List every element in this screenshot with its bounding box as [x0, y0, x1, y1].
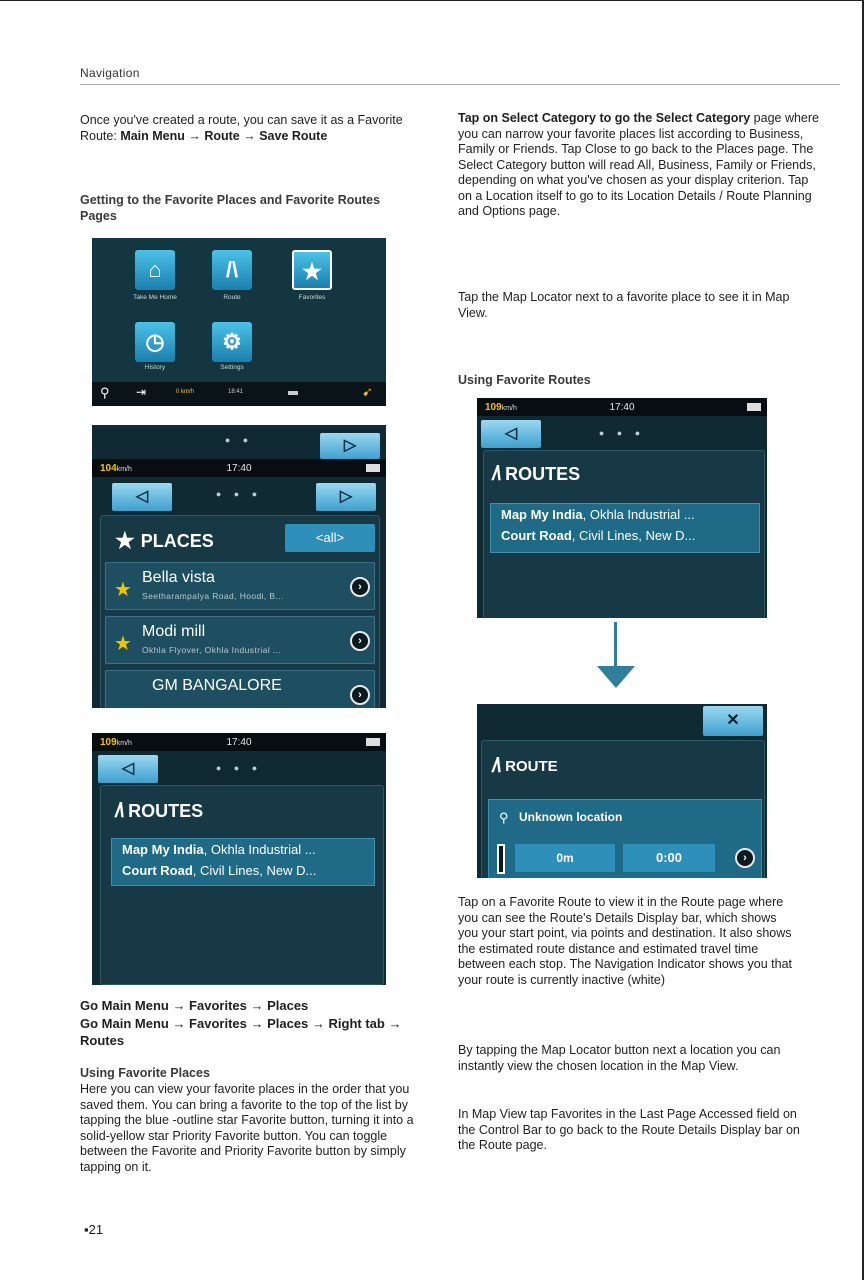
home-icon[interactable]: ⌂ [135, 250, 175, 290]
select-category-lead: Tap on Select Category to go the Select Category [458, 111, 751, 125]
place-name: Modi mill [142, 623, 206, 640]
route-title: /\ ROUTE [492, 755, 558, 777]
page-dots: ● ● ● [598, 428, 646, 438]
routes-tabbar [92, 751, 386, 781]
place-row[interactable] [105, 562, 375, 610]
routes-speed: 109km/h [485, 401, 517, 413]
getting-heading: Getting to the Favorite Places and Favorite Routes Pages [80, 193, 381, 223]
routes-title: /\ ROUTES [115, 800, 204, 822]
down-arrow-icon [595, 622, 637, 690]
page-number: ▪21 [84, 1222, 104, 1237]
road-icon: /\ [492, 755, 500, 777]
route-tap-paragraph: Tap on a Favorite Route to view it in the Route page where you can see the Route's Details Display bar, which shows you your start point, via points and destination. It also shows the estimated route distance and estimated travel time between each stop. The Navigation Indicator shows you that your route is currently inactive (white) [458, 895, 793, 987]
search-icon[interactable]: ⚲ [100, 385, 110, 400]
places-time: 17:40 [226, 462, 252, 474]
location-pin-icon: ⚲ [499, 810, 509, 825]
using-places-body: Here you can view your favorite places in the order that you saved them. You can bring a favorite to the top of the list by tapping the blue -outline star Favorite button, turning it into a solid-yellow star Priority Favorite button. You can toggle between the Favorite and Priority Favorite button by simply tapping on it. [80, 1082, 414, 1174]
gear-icon[interactable]: ⚙ [212, 322, 252, 362]
control-bar [92, 382, 386, 406]
places-tabbar [92, 477, 386, 507]
road-icon[interactable]: /\ [212, 250, 252, 290]
route-details-bar [488, 799, 762, 878]
routes-screen-left [92, 733, 386, 985]
intro-paragraph [80, 113, 420, 144]
routes-panel [100, 785, 384, 985]
menu-label-settings: Settings [220, 364, 244, 371]
road-icon: /\ [492, 463, 500, 485]
menu-time: 18:41 [228, 389, 244, 395]
routes-time: 17:40 [226, 736, 252, 748]
places-title: ★ PLACES [115, 528, 214, 553]
menu-label-route: Route [223, 294, 241, 301]
section-header: Navigation [80, 66, 140, 80]
priority-star-icon[interactable]: ★ [114, 579, 132, 601]
page-dots: ● ● [224, 435, 254, 445]
map-locator-icon[interactable]: › [350, 685, 370, 705]
places-panel [100, 515, 380, 708]
signal-icon: ➹ [362, 384, 373, 399]
places-speed: 104km/h [100, 462, 132, 474]
header-rule [80, 84, 840, 85]
main-menu-screen [92, 238, 386, 406]
select-category-body: page where you can narrow your favorite places list according to Business, Family or Friends. Tap Close to go back to the Places page. The Select Category button will read All, Business, Family or Friends, depending on what you've chosen as your display criterion. Tap on a Location itself to go to its Location Details / Route Planning and Options page. [458, 111, 819, 218]
route-item[interactable]: Map My India, Okhla Industrial ... [501, 507, 695, 522]
clock-icon[interactable]: ◷ [135, 322, 175, 362]
map-locator-icon[interactable]: › [350, 577, 370, 597]
menu-label-home: Take Me Home [133, 294, 177, 301]
map-view-tap-paragraph: In Map View tap Favorites in the Last Page Accessed field on the Control Bar to go back to the Route Details Display bar on the Route page. [458, 1107, 800, 1152]
menu-speed: 0 km/h [176, 389, 195, 395]
route-item[interactable]: Court Road, Civil Lines, New D... [122, 863, 317, 878]
exit-icon[interactable]: ⇥ [136, 385, 147, 399]
routes-speed: 109km/h [100, 736, 132, 748]
route-duration: 0:00 [623, 844, 715, 872]
places-screen [92, 425, 386, 708]
navigation-indicator [497, 844, 505, 874]
start-location[interactable]: Unknown location [519, 810, 623, 824]
routes-panel [483, 450, 765, 618]
place-name: Bella vista [142, 569, 215, 586]
back-button[interactable]: ◁ [112, 483, 172, 511]
locator-tap-paragraph: By tapping the Map Locator button next a location you can instantly view the chosen location in the Map View. [458, 1043, 781, 1073]
place-row[interactable] [105, 670, 375, 708]
star-icon[interactable]: ★ [292, 250, 332, 290]
routes-list [490, 503, 760, 553]
route-panel [481, 740, 765, 878]
close-button[interactable]: ✕ [703, 706, 763, 736]
page-dots: ● ● ● [215, 763, 263, 773]
battery-icon [747, 403, 761, 411]
routes-time: 17:40 [609, 401, 635, 413]
road-icon: /\ [115, 800, 123, 822]
menu-label-history: History [144, 364, 166, 371]
route-item[interactable]: Map My India, Okhla Industrial ... [122, 842, 316, 857]
places-top-tabbar [92, 425, 386, 455]
star-icon: ★ [115, 528, 135, 553]
battery-icon [366, 738, 380, 746]
map-locator-paragraph: Tap the Map Locator next to a favorite place to see it in Map View. [458, 290, 790, 320]
using-places-heading: Using Favorite Places [80, 1066, 210, 1080]
nav-path-2: Go Main Menu → Favorites → Places → Right tab → Routes [80, 1016, 402, 1048]
priority-star-icon[interactable]: ★ [114, 633, 132, 655]
back-button[interactable]: ◁ [98, 755, 158, 783]
using-routes-heading: Using Favorite Routes [458, 373, 591, 387]
routes-screen-right [477, 398, 767, 618]
map-locator-icon[interactable]: › [350, 631, 370, 651]
routes-tabbar [477, 416, 767, 446]
route-item[interactable]: Court Road, Civil Lines, New D... [501, 528, 696, 543]
place-name: GM BANGALORE [152, 677, 282, 694]
intro-path: Main Menu → Route → Save Route [120, 128, 328, 143]
battery-icon [366, 464, 380, 472]
route-distance: 0m [515, 844, 615, 872]
places-status-bar [92, 459, 386, 477]
select-category-paragraph [458, 111, 823, 220]
select-category-button[interactable]: <all> [285, 524, 375, 552]
routes-list [111, 838, 375, 886]
map-locator-icon[interactable]: › [735, 848, 755, 868]
nav-path-1: Go Main Menu → Favorites → Places [80, 998, 309, 1013]
routes-status-bar [92, 733, 386, 751]
place-address: Seetharampalya Road, Hoodi, B... [142, 591, 284, 601]
next-tab-button[interactable]: ▷ [320, 433, 380, 459]
page-dots: ● ● ● [215, 489, 263, 499]
battery-icon [288, 391, 298, 395]
routes-status-bar [477, 398, 767, 416]
routes-title: /\ ROUTES [492, 463, 581, 485]
next-button[interactable]: ▷ [316, 483, 376, 511]
back-button[interactable]: ◁ [481, 420, 541, 448]
menu-label-favorites: Favorites [298, 294, 326, 301]
route-screen [477, 704, 767, 878]
place-row[interactable] [105, 616, 375, 664]
place-address: Okhla Flyover, Okhla Industrial ... [142, 645, 282, 655]
intro-lead: Once you've created a route, you can save it as a Favorite Route: [80, 113, 403, 143]
